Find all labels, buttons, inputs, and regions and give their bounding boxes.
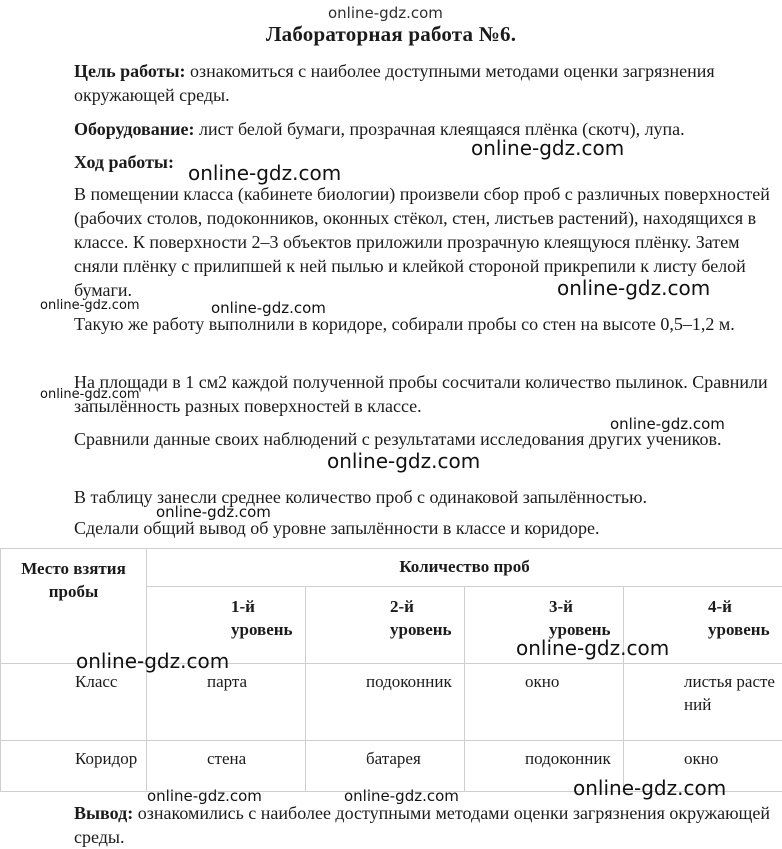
equipment-text: лист белой бумаги, прозрачная клеящаяся плёнка (скотч), лупа.: [194, 119, 685, 139]
progress-paragraph-4: Сравнили данные своих наблюдений с результатами исследования других учеников.: [74, 429, 722, 449]
table-cell: стена: [147, 741, 306, 792]
level-4-header: 4-й уровень: [624, 587, 782, 664]
samples-header: Количество проб: [147, 549, 782, 587]
table-header-row: [1, 549, 782, 587]
progress-paragraph-2: Такую же работу выполнили в коридоре, собирали пробы со стен на высоте 0,5–1,2 м.: [74, 314, 735, 334]
level-3-header: 3-й уровень: [465, 587, 624, 664]
watermark: online-gdz.com: [344, 787, 459, 805]
table-cell: батарея: [306, 741, 465, 792]
watermark: online-gdz.com: [156, 503, 271, 521]
table-cell: окно: [465, 664, 624, 741]
conclusion-text: ознакомились с наиболее доступными методами оценки загрязнения окружающей среды.: [74, 803, 770, 847]
watermark: online-gdz.com: [40, 298, 140, 313]
progress-paragraph-5: В таблицу занесли среднее количество проб с одинаковой запылённостью.: [74, 487, 648, 507]
progress-paragraph-3: На площади в 1 см2 каждой полученной пробы сосчитали количество пылинок. Сравнили запылённость разных поверхностей в классе.: [74, 372, 768, 416]
page-title: Лабораторная работа №6.: [265, 22, 517, 46]
goal-paragraph: [74, 59, 774, 107]
table-cell: подоконник: [465, 741, 624, 792]
watermark: online-gdz.com: [76, 649, 230, 673]
watermark: online-gdz.com: [327, 449, 481, 473]
table-row: [1, 664, 782, 741]
level-1-header: 1-й уровень: [147, 587, 306, 664]
place-header: Место взятия пробы: [1, 549, 147, 664]
table-cell: подоконник: [306, 664, 465, 741]
equipment-label: Оборудование:: [74, 119, 195, 139]
goal-label: Цель работы:: [74, 61, 186, 81]
table-cell: парта: [147, 664, 306, 741]
conclusion-paragraph: [74, 801, 774, 849]
level-2-header: 2-й уровень: [306, 587, 465, 664]
watermark: online-gdz.com: [573, 776, 727, 800]
watermark: online-gdz.com: [557, 276, 711, 300]
watermark: online-gdz.com: [471, 136, 625, 160]
table-cell: листья растений: [624, 664, 782, 741]
equipment-paragraph: [74, 117, 774, 141]
conclusion-label: Вывод:: [74, 803, 134, 823]
watermark: online-gdz.com: [188, 161, 342, 185]
row-place-class: Класс: [1, 664, 147, 741]
row-place-corridor: Коридор: [1, 741, 147, 792]
watermark: online-gdz.com: [147, 787, 262, 805]
progress-label: Ход работы:: [74, 152, 174, 172]
progress-paragraph-1: В помещении класса (кабинете биологии) произвели сбор проб с различных поверхностей (рабочих столов, подоконников, оконных стёкол, стен, листьев растений), находящихся в классе. К поверхности 2–3 объектов приложили прозрачную клеящуюся плёнку. Затем сняли плёнку с прилипшей к ней пылью и клейкой стороной прикрепили к листу белой бумаги.: [74, 184, 770, 300]
table-cell: окно: [624, 741, 782, 792]
watermark: online-gdz.com: [516, 636, 670, 660]
watermark: online-gdz.com: [610, 415, 725, 433]
progress-paragraph-6: Сделали общий вывод об уровне запылённости в классе и коридоре.: [74, 518, 600, 538]
watermark: online-gdz.com: [40, 387, 140, 402]
goal-text: ознакомиться с наиболее доступными методами оценки загрязнения окружающей среды.: [74, 61, 715, 105]
watermark: online-gdz.com: [211, 299, 326, 317]
watermark: online-gdz.com: [328, 4, 443, 22]
progress-heading: [74, 150, 774, 174]
